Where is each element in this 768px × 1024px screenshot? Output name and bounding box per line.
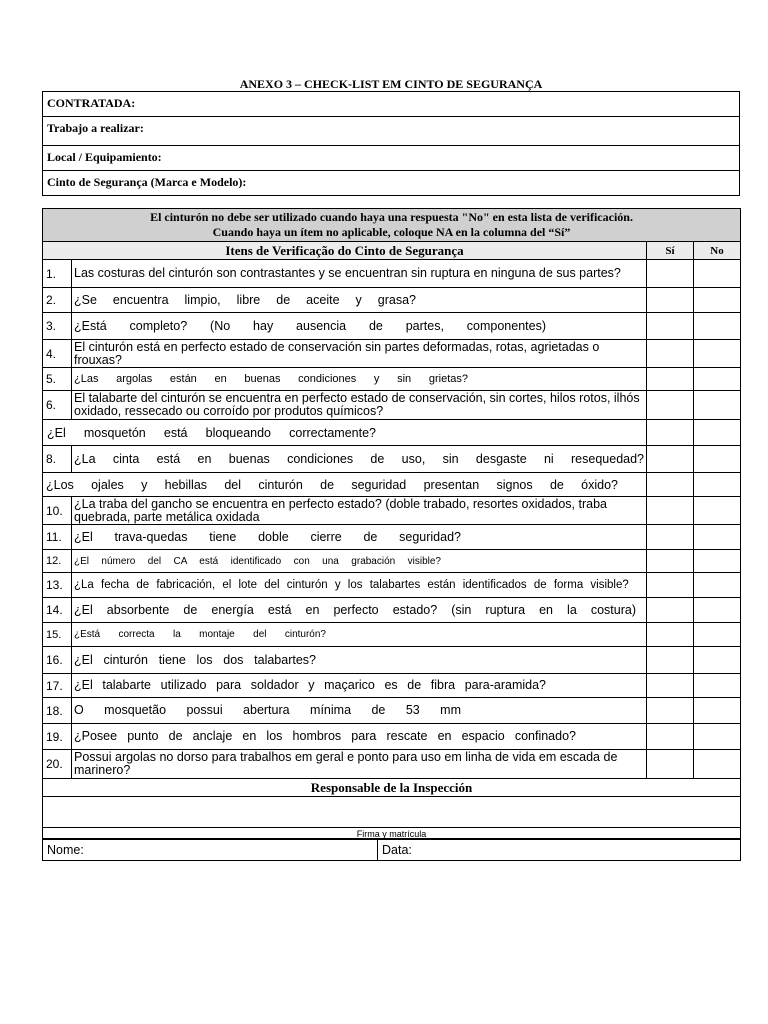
no-cell[interactable] [694, 420, 741, 446]
no-cell[interactable] [694, 573, 741, 598]
item-number: 15. [43, 623, 72, 647]
yes-column-header: Sí [647, 242, 694, 260]
no-cell[interactable] [694, 724, 741, 750]
no-cell[interactable] [694, 473, 741, 497]
item-text: ¿El absorbente de energía está en perfecto estado? (sin ruptura en la costura) [72, 598, 647, 623]
yes-cell[interactable] [647, 391, 694, 420]
no-cell[interactable] [694, 446, 741, 473]
item-number: 16. [43, 647, 72, 674]
item-text: ¿Se encuentra limpio, libre de aceite y grasa? [72, 288, 647, 313]
yes-cell[interactable] [647, 473, 694, 497]
item-text: ¿Los ojales y hebillas del cinturón de seguridad presentan signos de óxido? [43, 473, 647, 497]
item-text: ¿La traba del gancho se encuentra en perfecto estado? (doble trabado, resortes oxidados, traba quebrada, parte metálica oxidada [72, 497, 647, 525]
table-row [43, 420, 741, 446]
item-number: 5. [43, 368, 72, 391]
yes-cell[interactable] [647, 573, 694, 598]
table-row [43, 750, 741, 779]
item-number: 1. [43, 260, 72, 288]
item-text: ¿La fecha de fabricación, el lote del cinturón y los talabartes están identificados de forma visible? [72, 573, 647, 598]
table-row [43, 724, 741, 750]
responsible-row [43, 779, 741, 797]
item-text: ¿El mosquetón está bloqueando correctamente? [43, 420, 647, 446]
no-cell[interactable] [694, 598, 741, 623]
item-text: El cinturón está en perfecto estado de conservación sin partes deformadas, rotas, agrietadas o frouxas? [72, 340, 647, 368]
item-number: 6. [43, 391, 72, 420]
no-cell[interactable] [694, 391, 741, 420]
contractor-info-table [42, 91, 740, 196]
no-cell[interactable] [694, 674, 741, 698]
item-number: 8. [43, 446, 72, 473]
checklist-table [42, 208, 741, 840]
no-cell[interactable] [694, 750, 741, 779]
no-cell[interactable] [694, 550, 741, 573]
signature-field[interactable] [43, 797, 741, 828]
table-row [43, 573, 741, 598]
item-number: 14. [43, 598, 72, 623]
item-number: 19. [43, 724, 72, 750]
name-date-row [43, 839, 741, 861]
yes-cell[interactable] [647, 313, 694, 340]
table-row [43, 260, 741, 288]
name-field[interactable]: Nome: [43, 839, 378, 861]
no-cell[interactable] [694, 497, 741, 525]
item-number: 13. [43, 573, 72, 598]
item-text: Possui argolas no dorso para trabalhos em geral e ponto para uso em linha de vida em escada de marinero? [72, 750, 647, 779]
yes-cell[interactable] [647, 368, 694, 391]
yes-cell[interactable] [647, 340, 694, 368]
yes-cell[interactable] [647, 446, 694, 473]
no-cell[interactable] [694, 525, 741, 550]
name-date-table [42, 838, 741, 861]
no-cell[interactable] [694, 340, 741, 368]
no-cell[interactable] [694, 313, 741, 340]
no-column-header: No [694, 242, 741, 260]
table-row [43, 473, 741, 497]
item-text: Las costuras del cinturón son contrastantes y se encuentran sin ruptura en ninguna de sus partes? [72, 260, 647, 288]
no-cell[interactable] [694, 288, 741, 313]
yes-cell[interactable] [647, 497, 694, 525]
item-text: O mosquetão possui abertura mínima de 53 mm [72, 698, 647, 724]
no-cell[interactable] [694, 260, 741, 288]
table-row [43, 497, 741, 525]
table-row [43, 368, 741, 391]
item-number: 10. [43, 497, 72, 525]
item-text: ¿Posee punto de anclaje en los hombros para rescate en espacio confinado? [72, 724, 647, 750]
item-number: 11. [43, 525, 72, 550]
table-row [43, 698, 741, 724]
table-row [43, 340, 741, 368]
table-row [43, 288, 741, 313]
table-row [43, 623, 741, 647]
table-row [43, 313, 741, 340]
no-cell[interactable] [694, 647, 741, 674]
table-row [43, 674, 741, 698]
table-row [43, 647, 741, 674]
items-column-header: Itens de Verificação do Cinto de Segurança [43, 242, 647, 260]
no-cell[interactable] [694, 368, 741, 391]
yes-cell[interactable] [647, 647, 694, 674]
column-header-row [43, 242, 741, 260]
table-row [43, 446, 741, 473]
yes-cell[interactable] [647, 623, 694, 647]
yes-cell[interactable] [647, 525, 694, 550]
item-number: 12. [43, 550, 72, 573]
yes-cell[interactable] [647, 750, 694, 779]
item-number: 4. [43, 340, 72, 368]
item-text: ¿El talabarte utilizado para soldador y maçarico es de fibra para-aramida? [72, 674, 647, 698]
yes-cell[interactable] [647, 724, 694, 750]
table-row [43, 391, 741, 420]
yes-cell[interactable] [647, 260, 694, 288]
trabajo-field[interactable]: Trabajo a realizar: [43, 117, 740, 146]
note-row [43, 209, 741, 242]
yes-cell[interactable] [647, 550, 694, 573]
no-cell[interactable] [694, 698, 741, 724]
no-cell[interactable] [694, 623, 741, 647]
item-text: ¿Las argolas están en buenas condiciones y sin grietas? [72, 368, 647, 391]
table-row [43, 598, 741, 623]
item-number: 18. [43, 698, 72, 724]
item-text: ¿El número del CA está identificado con una grabación visible? [72, 550, 647, 573]
item-text: ¿Está correcta la montaje del cinturón? [72, 623, 647, 647]
table-row [43, 525, 741, 550]
signature-caption: Firma y matrícula [43, 828, 741, 840]
item-text: ¿El trava-quedas tiene doble cierre de seguridad? [72, 525, 647, 550]
yes-cell[interactable] [647, 288, 694, 313]
date-field[interactable]: Data: [378, 839, 741, 861]
contratada-field[interactable]: CONTRATADA: [43, 92, 740, 117]
item-number: 2. [43, 288, 72, 313]
item-number: 17. [43, 674, 72, 698]
table-row [43, 550, 741, 573]
responsible-heading: Responsable de la Inspección [43, 779, 741, 797]
yes-cell[interactable] [647, 598, 694, 623]
item-text: ¿La cinta está en buenas condiciones de uso, sin desgaste ni resequedad? [72, 446, 647, 473]
local-field[interactable]: Local / Equipamiento: [43, 146, 740, 171]
item-number: 3. [43, 313, 72, 340]
note-line-2: Cuando haya un ítem no aplicable, coloque NA en la columna del “Sí” [212, 225, 571, 239]
yes-cell[interactable] [647, 698, 694, 724]
signature-row [43, 797, 741, 828]
item-number: 20. [43, 750, 72, 779]
note-text [43, 209, 741, 242]
item-text: ¿Está completo? (No hay ausencia de partes, componentes) [72, 313, 647, 340]
document-title: ANEXO 3 – CHECK-LIST EM CINTO DE SEGURANÇA [239, 77, 543, 91]
item-text: ¿El cinturón tiene los dos talabartes? [72, 647, 647, 674]
cinto-field[interactable]: Cinto de Segurança (Marca e Modelo): [43, 171, 740, 196]
note-line-1: El cinturón no debe ser utilizado cuando haya una respuesta "No" en esta lista de verificación. [150, 210, 633, 224]
yes-cell[interactable] [647, 674, 694, 698]
yes-cell[interactable] [647, 420, 694, 446]
item-text: El talabarte del cinturón se encuentra en perfecto estado de conservación, sin cortes, hilos rotos, ilhós oxidado, ressecado ou corroído por produtos químicos? [72, 391, 647, 420]
